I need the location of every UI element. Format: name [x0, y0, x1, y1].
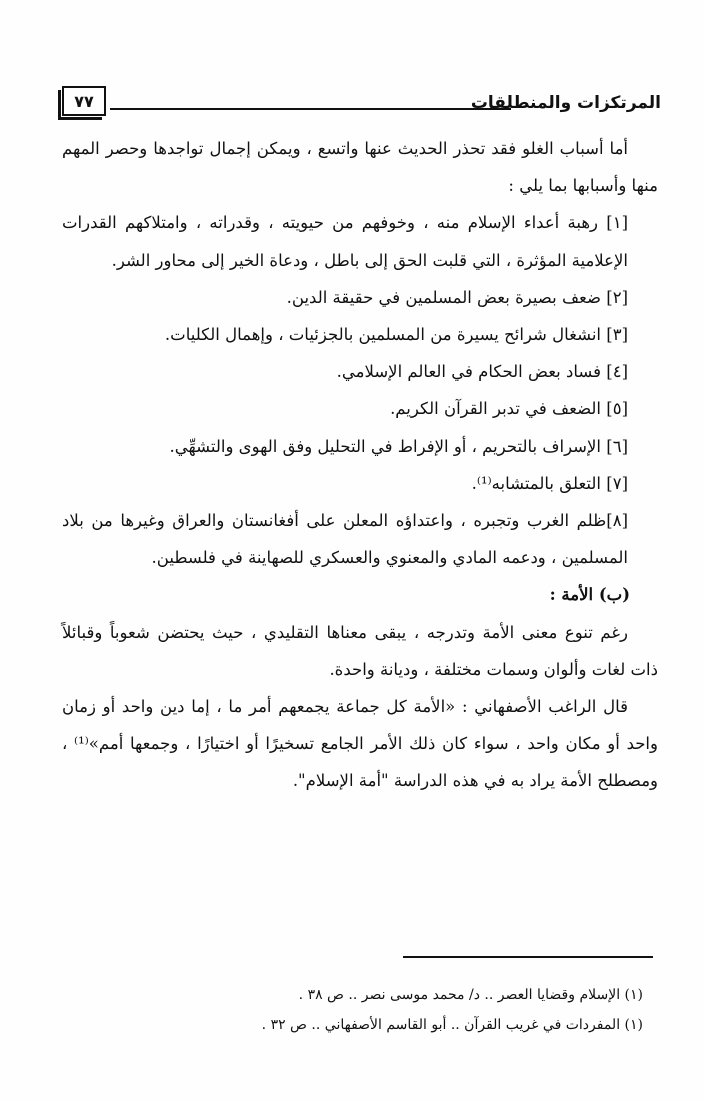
list-item-6: [٦] الإسراف بالتحريم ، أو الإفراط في التحليل وفق الهوى والتشهِّي. [169, 436, 628, 456]
header-rule [110, 108, 511, 110]
list-item-7: [٧] التعلق بالمتشابه⁽¹⁾. [471, 473, 628, 493]
section-heading: (ب) الأمة : [549, 585, 630, 605]
body-text [62, 130, 658, 800]
list-item-2: [٢] ضعف بصيرة بعض المسلمين في حقيقة الدين. [286, 287, 628, 307]
paragraph-nation-meaning: رغم تنوع معنى الأمة وتدرجه ، يبقى معناها التقليدي ، حيث يحتضن شعوباً وقبائلاً ذات لغات وألوان وسمات مختلفة ، وديانة واحدة. [62, 622, 658, 679]
list-item-8: [٨]ظلم الغرب وتجبره ، واعتداؤه المعلن على أفغانستان والعراق وغيرها من بلاد المسلمين ، ودعمه المادي والمعنوي والعسكري للصهاينة في فلسطين. [62, 511, 628, 568]
footnote-rule [403, 956, 653, 958]
page-number: ٧٧ [62, 86, 106, 116]
footnote-1: (١) الإسلام وقضايا العصر .. د/ محمد موسى نصر .. ص ٣٨ . [298, 987, 643, 1003]
list-item-4: [٤] فساد بعض الحكام في العالم الإسلامي. [336, 362, 628, 382]
list-item-5: [٥] الضعف في تدبر القرآن الكريم. [390, 399, 628, 419]
paragraph-quote: قال الراغب الأصفهاني : «الأمة كل جماعة يجمعهم أمر ما ، إما دين واحد أو زمان واحد أو مكان واحد ، سواء كان ذلك الأمر الجامع تسخيرًا أو اختيارًا ، وجمعها أمم»⁽¹⁾ ، ومصطلح الأمة يراد به في هذه الدراسة "أمة الإسلام". [62, 697, 658, 791]
paragraph-causes-intro: أما أسباب الغلو فقد تحذر الحديث عنها واتسع ، ويمكن إجمال تواجدها وحصر المهم منها وأسبابها بما يلي : [62, 139, 658, 196]
running-header-title: المرتكزات والمنطلقات [470, 93, 661, 113]
list-item-3: [٣] انشغال شرائح يسيرة من المسلمين بالجزئيات ، وإهمال الكليات. [164, 325, 628, 345]
footnotes [60, 980, 651, 1040]
list-item-1: [١] رهبة أعداء الإسلام منه ، وخوفهم من حيويته ، وقدراته ، وامتلاكهم القدرات الإعلامية المؤثرة ، التي قلبت الحق إلى باطل ، ودعاة الخير إلى محاور الشر. [62, 213, 628, 270]
footnote-2: (١) المفردات في غريب القرآن .. أبو القاسم الأصفهاني .. ص ٣٢ . [261, 1017, 643, 1033]
